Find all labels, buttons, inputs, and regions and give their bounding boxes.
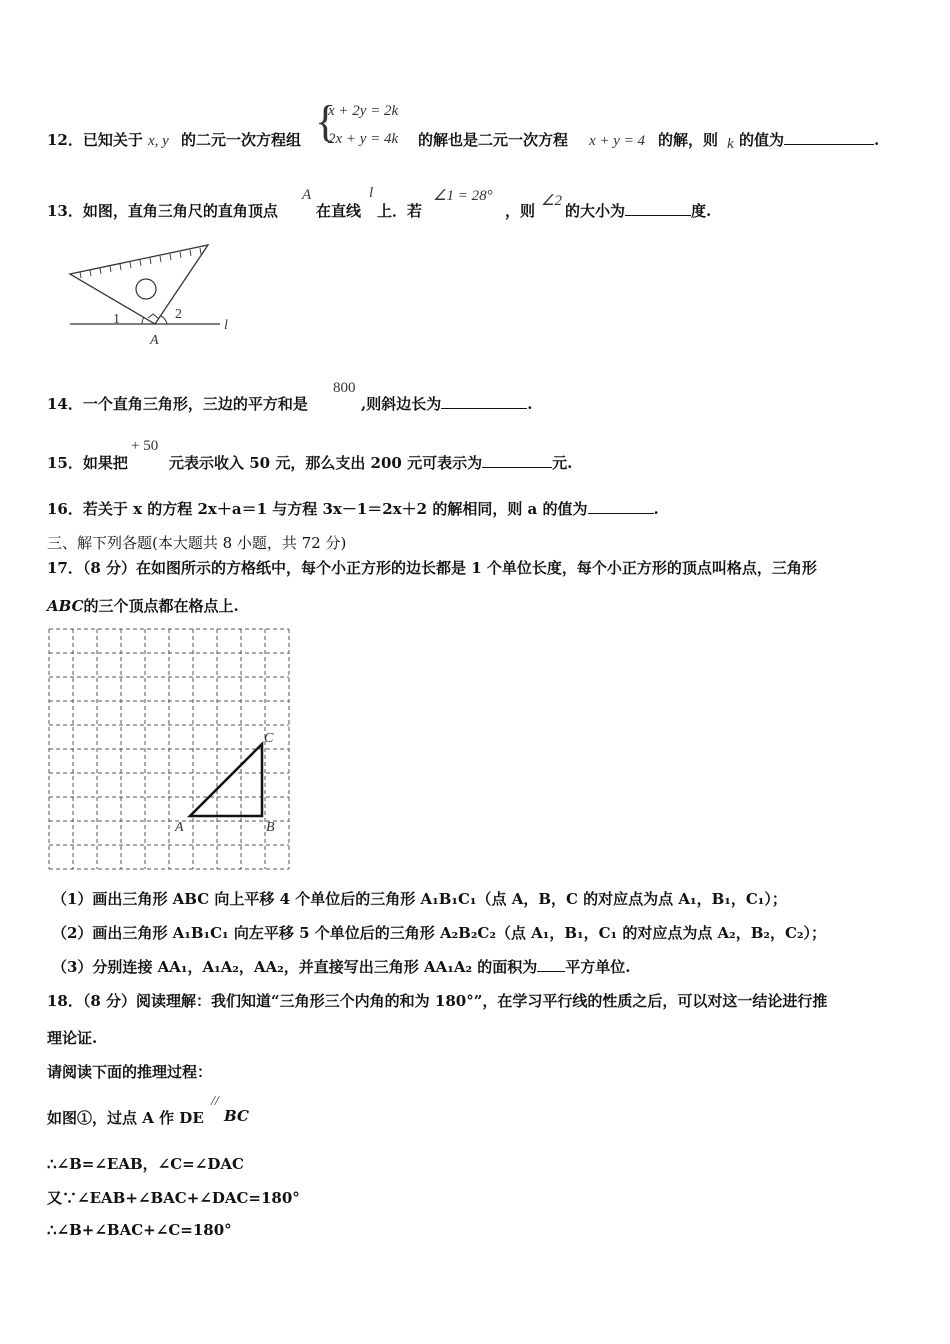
proof-step-1: ∴∠B=∠EAB，∠C=∠DAC xyxy=(47,1155,244,1173)
q13-text-4: ，则 xyxy=(505,202,536,220)
q18-line-4a: 如图①，过点 A 作 DE xyxy=(47,1109,204,1127)
q15-text-2: 元表示收入 50 元，那么支出 200 元可表示为 元. xyxy=(169,454,573,472)
fig-label-1: 1 xyxy=(113,312,120,327)
equation-2: 2x + y = 4k xyxy=(328,131,399,147)
question-14-number: 14． xyxy=(47,395,83,413)
question-18: 18．（8 分）阅读理解：我们知道“三角形三个内角的和为 180°”，在学习平行线的性质之后，可以对这一结论进行推 xyxy=(47,992,828,1010)
q18-line-4b: BC xyxy=(224,1107,249,1125)
grid-label-a: A xyxy=(175,820,184,835)
question-13-number: 13． xyxy=(47,202,83,220)
q14-text-2: ,则斜边长为 . xyxy=(361,395,533,413)
question-16: 16．若关于 x 的方程 2x＋a＝1 与方程 3x－1＝2x＋2 的解相同，则 a 的值为 . xyxy=(47,500,659,518)
ruler-triangle xyxy=(70,245,208,324)
q14-value: 800 xyxy=(333,380,356,396)
q17-sub-3: （3）分别连接 AA₁，A₁A₂，AA₂，并直接写出三角形 AA₁A₂ 的面积为 平方单位. xyxy=(52,958,631,976)
grid-label-c: C xyxy=(264,731,274,746)
q15-value: + 50 xyxy=(131,438,159,454)
question-15-number: 15． xyxy=(47,454,83,472)
q13-text-5: 的大小为 度. xyxy=(565,202,712,220)
question-12: 12．已知关于 xyxy=(47,131,143,149)
q12-text-2: 的二元一次方程组 xyxy=(181,131,302,149)
grid-label-b: B xyxy=(266,820,275,835)
fig-label-a: A xyxy=(150,333,159,348)
question-13: 13．如图，直角三角尺的直角顶点 xyxy=(47,202,278,220)
point-a-label: A xyxy=(302,187,312,203)
q13-text-3: 上．若 xyxy=(377,202,423,220)
parallel-symbol: // xyxy=(211,1094,219,1109)
question-14: 14．一个直角三角形，三边的平方和是 xyxy=(47,395,308,413)
question-16-number: 16． xyxy=(47,500,83,518)
question-12-number: 12． xyxy=(47,131,83,149)
q18-line-3: 请阅读下面的推理过程： xyxy=(47,1063,213,1081)
answer-blank-12[interactable] xyxy=(784,130,874,145)
q12-text-5: 的值为 . xyxy=(739,131,880,149)
question-17: 17．（8 分）在如图所示的方格纸中，每个小正方形的边长都是 1 个单位长度，每个小正方形的顶点叫格点，三角形 xyxy=(47,559,817,577)
angle-2-label: ∠2 xyxy=(541,193,562,209)
q12-variables: x, y xyxy=(148,133,169,149)
ruler-ticks xyxy=(80,248,201,278)
square-grid-figure xyxy=(45,625,293,871)
proof-step-3: ∴∠B+∠BAC+∠C=180° xyxy=(47,1221,232,1239)
q18-line-2: 理论证. xyxy=(47,1029,98,1047)
triangle-ruler-figure xyxy=(60,238,240,350)
answer-blank-17[interactable] xyxy=(537,957,565,972)
ruler-hole xyxy=(136,279,156,299)
angle-2-arc xyxy=(161,316,167,324)
right-angle-mark xyxy=(148,314,158,318)
question-15: 15．如果把 xyxy=(47,454,128,472)
section-3-heading: 三、解下列各题(本大题共 8 小题，共 72 分) xyxy=(47,534,347,552)
fig-label-l: l xyxy=(224,318,228,333)
grid-lines xyxy=(49,629,289,869)
q13-text-2: 在直线 xyxy=(316,202,362,220)
q12-text-4: 的解，则 xyxy=(658,131,719,149)
triangle-abc xyxy=(190,744,262,816)
equation-1: x + 2y = 2k xyxy=(328,103,399,119)
equation-system-brace: { xyxy=(315,97,337,146)
answer-blank-14[interactable] xyxy=(441,394,527,409)
q17-line-2: ABC的三个顶点都在格点上. xyxy=(47,597,239,615)
answer-blank-13[interactable] xyxy=(625,201,691,216)
q17-sub-2: （2）画出三角形 A₁B₁C₁ 向左平移 5 个单位后的三角形 A₂B₂C₂（点 A₁，B₁，C₁ 的对应点为点 A₂，B₂，C₂）； xyxy=(52,924,827,942)
q12-text-3: 的解也是二元一次方程 xyxy=(418,131,569,149)
fig-label-2: 2 xyxy=(175,307,182,322)
angle-1-arc xyxy=(142,317,144,324)
q17-sub-1: （1）画出三角形 ABC 向上平移 4 个单位后的三角形 A₁B₁C₁（点 A，B，C 的对应点为点 A₁，B₁，C₁）； xyxy=(52,890,787,908)
answer-blank-16[interactable] xyxy=(588,499,654,514)
angle-1-value: ∠1 = 28° xyxy=(433,188,493,204)
variable-k: k xyxy=(727,136,734,152)
question-17-number: 17． xyxy=(47,559,83,577)
line-l-label: l xyxy=(369,185,374,201)
question-18-number: 18． xyxy=(47,992,83,1010)
equation-3: x + y = 4 xyxy=(589,133,646,149)
proof-step-2: 又∵∠EAB+∠BAC+∠DAC=180° xyxy=(47,1189,300,1207)
answer-blank-15[interactable] xyxy=(482,453,552,468)
